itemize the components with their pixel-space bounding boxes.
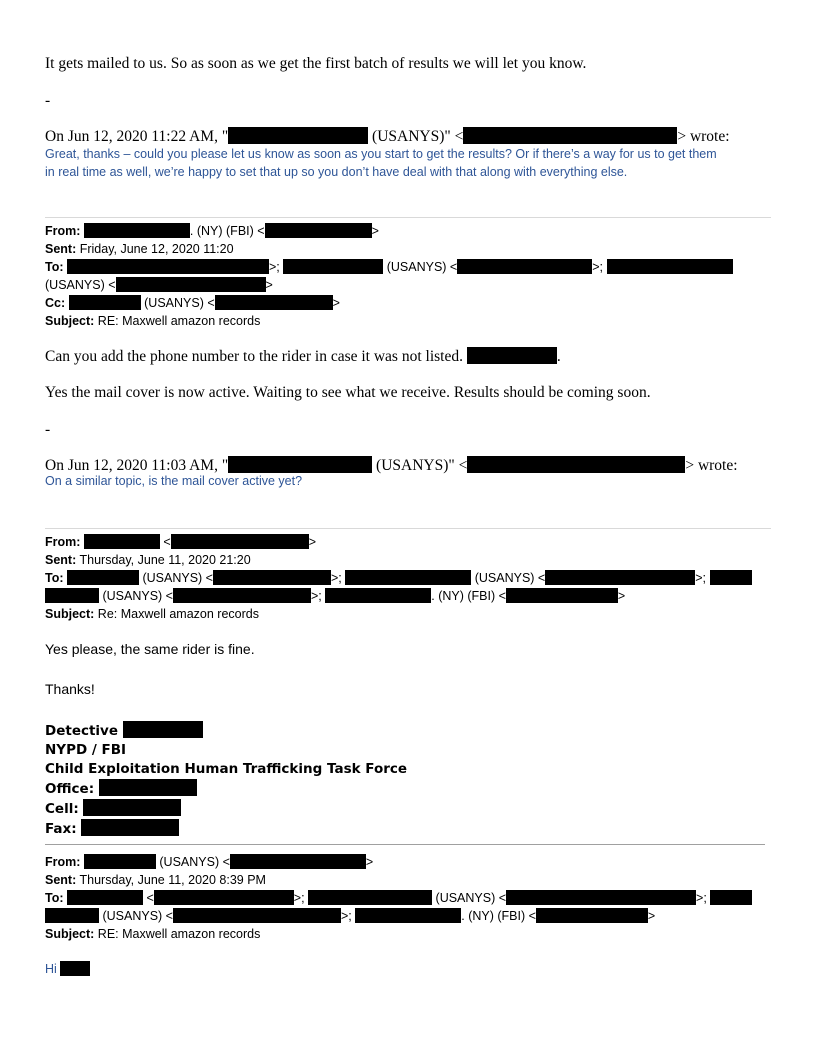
quote-header-2 bbox=[45, 456, 738, 475]
angle-close: > bbox=[617, 589, 626, 603]
quote-date: On Jun 12, 2020 11:03 AM, " bbox=[45, 457, 229, 474]
redaction bbox=[99, 779, 197, 796]
from-label: From: bbox=[45, 535, 81, 549]
redaction bbox=[467, 347, 557, 364]
sent-value: Thursday, June 11, 2020 8:39 PM bbox=[79, 873, 266, 887]
from-row bbox=[45, 533, 752, 551]
redaction bbox=[67, 259, 269, 274]
separator: >; bbox=[341, 909, 356, 923]
quote-sender: (USANYS)" < bbox=[376, 457, 468, 474]
from-label: From: bbox=[45, 224, 81, 238]
quote-sender: (USANYS)" < bbox=[372, 128, 464, 145]
signature-cell bbox=[45, 799, 407, 819]
angle-close: > bbox=[647, 909, 656, 923]
sent-label: Sent: bbox=[45, 242, 77, 256]
angle-open: < bbox=[146, 891, 154, 905]
subject-row bbox=[45, 925, 752, 943]
quote-header-1 bbox=[45, 127, 730, 146]
redaction bbox=[710, 570, 752, 585]
sent-row bbox=[45, 240, 733, 258]
from-row bbox=[45, 853, 752, 871]
intro-message: It gets mailed to us. So as soon as we get the first batch of results we will let you know. bbox=[45, 55, 587, 72]
separator-dash: - bbox=[45, 421, 51, 438]
to-text: (USANYS) < bbox=[102, 589, 173, 603]
redaction bbox=[173, 908, 341, 923]
to-row-continued bbox=[45, 276, 733, 294]
redaction bbox=[467, 456, 685, 473]
redaction bbox=[69, 295, 141, 310]
redaction bbox=[45, 908, 99, 923]
redaction bbox=[215, 295, 333, 310]
redaction bbox=[283, 259, 383, 274]
separator: >; bbox=[696, 891, 711, 905]
redaction bbox=[67, 890, 143, 905]
to-row-continued bbox=[45, 907, 752, 925]
quote-body-line: Great, thanks – could you please let us know as soon as you start to get the results? Or if there’s a way for us to get them bbox=[45, 147, 717, 161]
separator: >; bbox=[331, 571, 346, 585]
signature-office bbox=[45, 779, 407, 799]
to-text: . (NY) (FBI) < bbox=[461, 909, 536, 923]
signature-org: NYPD / FBI bbox=[45, 742, 127, 758]
email-header-2 bbox=[45, 533, 752, 623]
redaction bbox=[463, 127, 677, 144]
cell-label: Cell: bbox=[45, 801, 79, 817]
to-text: . (NY) (FBI) < bbox=[431, 589, 506, 603]
to-text: (USANYS) < bbox=[142, 571, 213, 585]
message-phone bbox=[45, 347, 561, 366]
quote-wrote: > wrote: bbox=[677, 128, 730, 145]
email-header-1 bbox=[45, 222, 733, 330]
redaction bbox=[230, 854, 366, 869]
greeting bbox=[45, 961, 90, 976]
subject-row bbox=[45, 605, 752, 623]
redaction bbox=[228, 127, 368, 144]
from-text: . (NY) (FBI) < bbox=[189, 224, 265, 238]
signature-fax bbox=[45, 819, 407, 839]
redaction bbox=[45, 588, 99, 603]
period: . bbox=[556, 348, 561, 365]
subject-label: Subject: bbox=[45, 607, 95, 621]
redaction bbox=[171, 534, 309, 549]
to-label: To: bbox=[45, 260, 64, 274]
subject-value: Re: Maxwell amazon records bbox=[97, 607, 259, 621]
subject-value: RE: Maxwell amazon records bbox=[97, 927, 261, 941]
angle-close: > bbox=[332, 296, 340, 310]
to-text: (USANYS) < bbox=[474, 571, 546, 585]
sent-label: Sent: bbox=[45, 873, 77, 887]
redaction bbox=[228, 456, 372, 473]
redaction bbox=[84, 223, 190, 238]
greeting-text: Hi bbox=[45, 962, 57, 976]
thanks-message: Thanks! bbox=[45, 681, 95, 697]
redaction bbox=[213, 570, 331, 585]
message-text: Can you add the phone number to the rider in case it was not listed. bbox=[45, 348, 463, 365]
redaction bbox=[545, 570, 695, 585]
redaction bbox=[173, 588, 311, 603]
subject-row bbox=[45, 312, 733, 330]
office-label: Office: bbox=[45, 781, 95, 797]
fax-label: Fax: bbox=[45, 821, 77, 837]
header-divider bbox=[45, 217, 771, 218]
redaction bbox=[457, 259, 592, 274]
quote-body-2: On a similar topic, is the mail cover active yet? bbox=[45, 474, 303, 488]
to-row-continued bbox=[45, 587, 752, 605]
angle-close: > bbox=[308, 535, 317, 549]
redaction bbox=[506, 588, 618, 603]
to-text: (USANYS) < bbox=[435, 891, 507, 905]
sent-row bbox=[45, 551, 752, 569]
signature-title bbox=[45, 721, 407, 741]
sent-row bbox=[45, 871, 752, 889]
message-mail-cover: Yes the mail cover is now active. Waiting to see what we receive. Results should be coming soon. bbox=[45, 384, 651, 401]
to-text: (USANYS) < bbox=[386, 260, 458, 274]
to-row bbox=[45, 569, 752, 587]
reply-message: Yes please, the same rider is fine. bbox=[45, 641, 255, 657]
to-text: (USANYS) < bbox=[102, 909, 173, 923]
quote-body-line: in real time as well, we’re happy to set that up so you don’t have deal with that along with everything else. bbox=[45, 165, 628, 179]
signature-block bbox=[45, 721, 407, 839]
to-text: (USANYS) < bbox=[45, 278, 116, 292]
redaction bbox=[81, 819, 179, 836]
angle-close: > bbox=[365, 855, 374, 869]
header-divider bbox=[45, 528, 771, 529]
redaction bbox=[60, 961, 90, 976]
redaction bbox=[607, 259, 733, 274]
cc-text: (USANYS) < bbox=[144, 296, 215, 310]
redaction bbox=[536, 908, 648, 923]
redaction bbox=[265, 223, 372, 238]
redaction bbox=[154, 890, 294, 905]
subject-value: RE: Maxwell amazon records bbox=[97, 314, 261, 328]
quote-body-1 bbox=[45, 145, 717, 181]
sent-value: Thursday, June 11, 2020 21:20 bbox=[79, 553, 251, 567]
redaction bbox=[325, 588, 431, 603]
quote-wrote: > wrote: bbox=[685, 457, 738, 474]
subject-label: Subject: bbox=[45, 314, 95, 328]
angle-close: > bbox=[265, 278, 273, 292]
to-label: To: bbox=[45, 571, 64, 585]
redaction bbox=[308, 890, 432, 905]
from-text: (USANYS) < bbox=[159, 855, 230, 869]
to-label: To: bbox=[45, 891, 64, 905]
separator: >; bbox=[592, 260, 607, 274]
redaction bbox=[506, 890, 696, 905]
redaction bbox=[67, 570, 139, 585]
separator-dash: - bbox=[45, 92, 51, 109]
email-header-3 bbox=[45, 853, 752, 943]
separator: >; bbox=[269, 260, 284, 274]
redaction bbox=[710, 890, 752, 905]
from-row bbox=[45, 222, 733, 240]
to-row bbox=[45, 889, 752, 907]
sent-value: Friday, June 12, 2020 11:20 bbox=[79, 242, 234, 256]
angle-open: < bbox=[163, 535, 171, 549]
signature-task-force: Child Exploitation Human Trafficking Task Force bbox=[45, 761, 408, 777]
signature-title-text: Detective bbox=[45, 723, 119, 739]
from-label: From: bbox=[45, 855, 81, 869]
sent-label: Sent: bbox=[45, 553, 77, 567]
redaction bbox=[84, 534, 160, 549]
redaction bbox=[84, 854, 156, 869]
separator: >; bbox=[293, 891, 309, 905]
redaction bbox=[123, 721, 203, 738]
cc-row bbox=[45, 294, 733, 312]
cc-label: Cc: bbox=[45, 296, 66, 310]
header-divider bbox=[45, 844, 765, 845]
to-row bbox=[45, 258, 733, 276]
quote-date: On Jun 12, 2020 11:22 AM, " bbox=[45, 128, 229, 145]
separator: >; bbox=[311, 589, 326, 603]
angle-close: > bbox=[371, 224, 379, 238]
redaction bbox=[116, 277, 266, 292]
subject-label: Subject: bbox=[45, 927, 95, 941]
redaction bbox=[345, 570, 471, 585]
redaction bbox=[83, 799, 181, 816]
redaction bbox=[355, 908, 461, 923]
separator: >; bbox=[695, 571, 710, 585]
